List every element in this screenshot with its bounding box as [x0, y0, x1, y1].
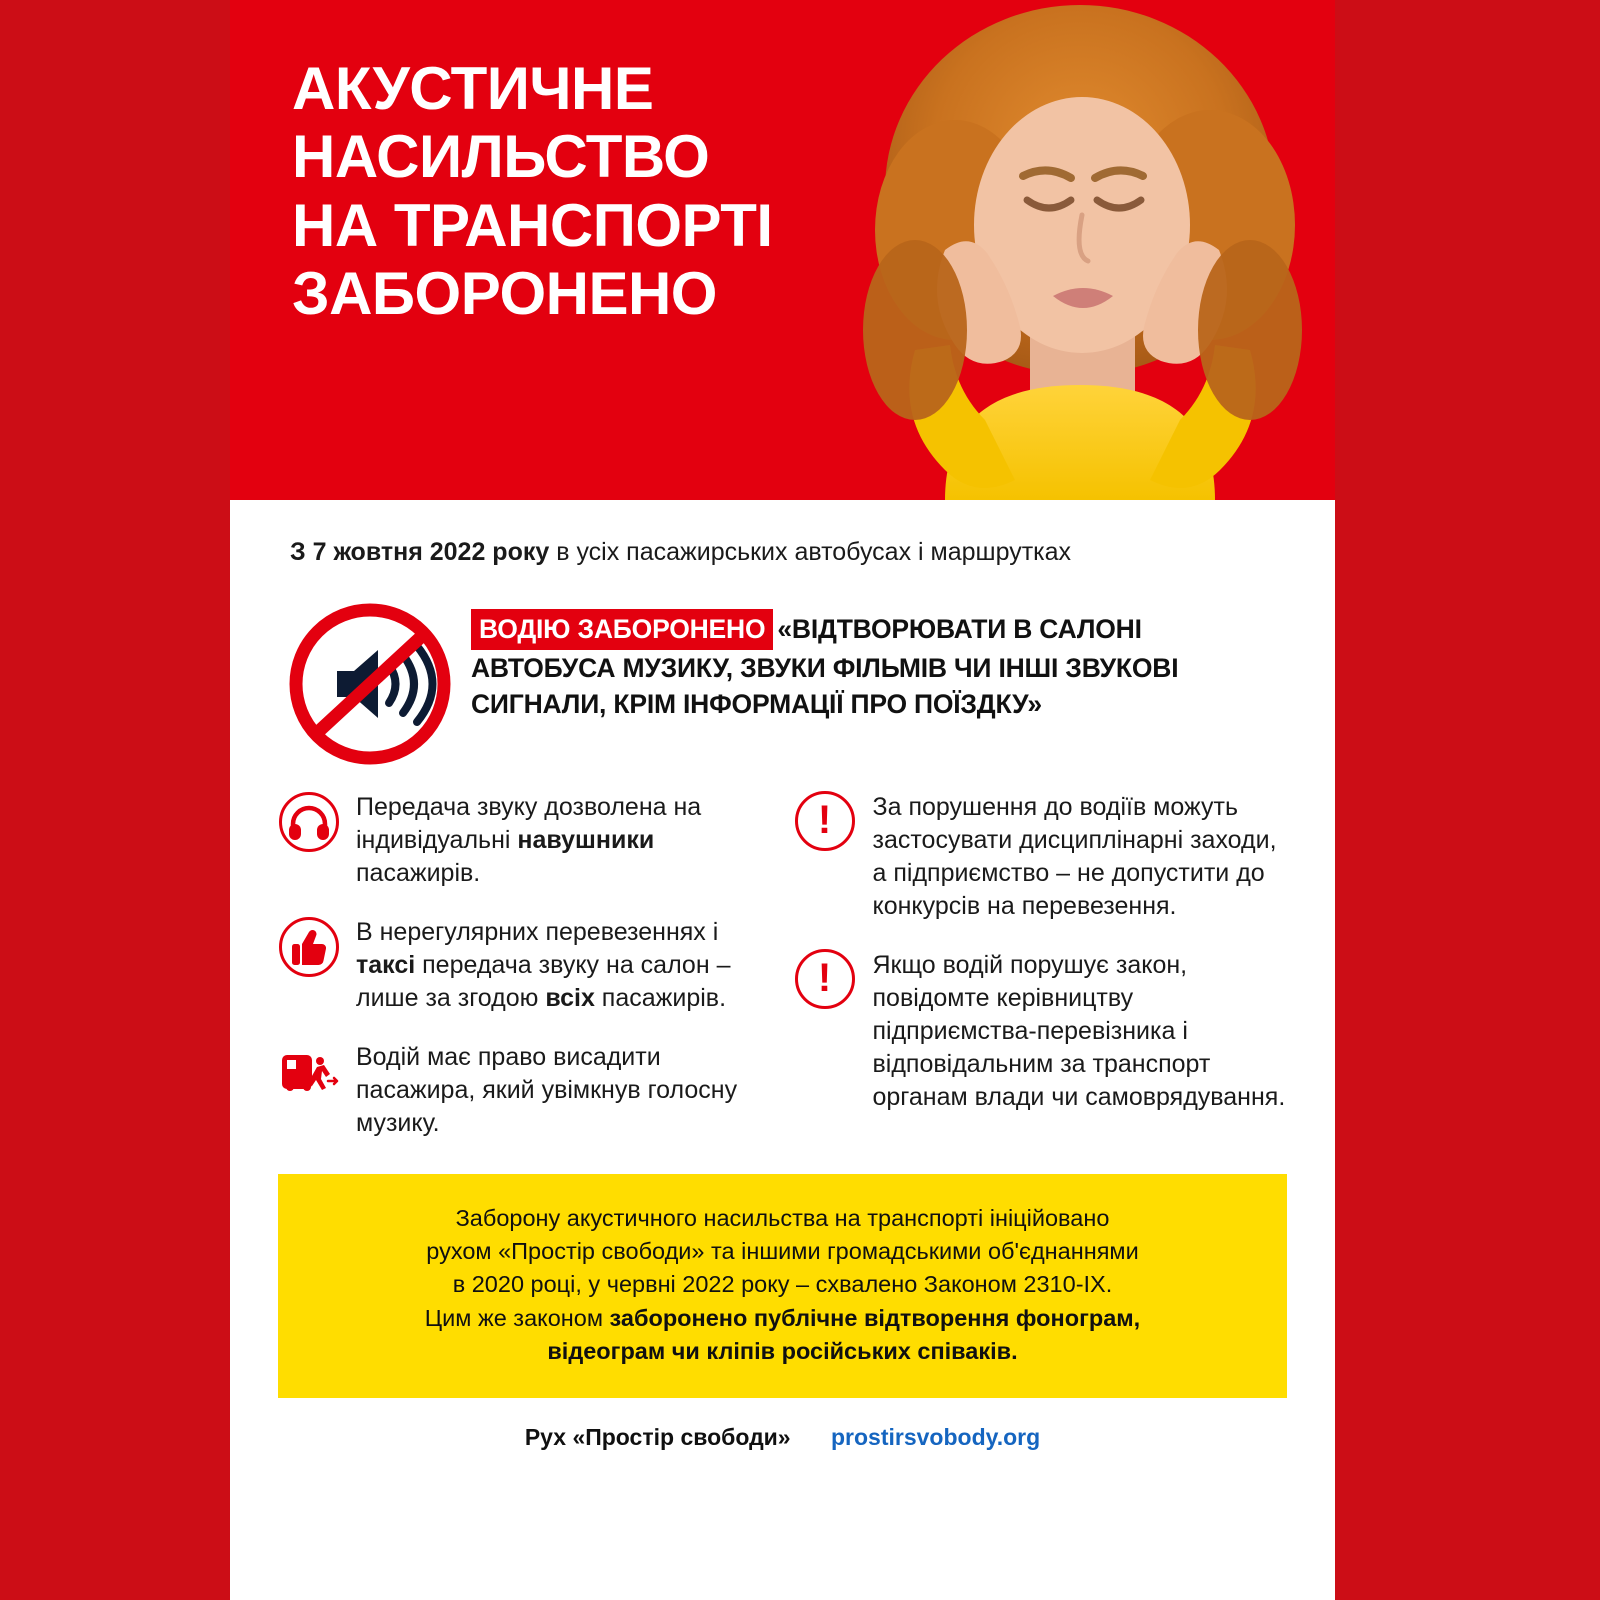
note-line-3: в 2020 році, у червні 2022 року – схвалено Законом 2310-IX. — [452, 1271, 1113, 1298]
text-before: Водій має право висадити пасажира, який увімкнув голосну музику. — [356, 1042, 738, 1137]
woman-covering-ears-photo — [795, 0, 1335, 500]
list-item-text — [356, 791, 771, 890]
text-bold-2: всіх — [545, 983, 595, 1012]
exclamation-circle — [795, 949, 855, 1009]
text-bold: навушники — [517, 825, 655, 854]
headphones-icon — [278, 791, 340, 853]
exclamation-circle — [795, 791, 855, 851]
lead-rest: в усіх пасажирських автобусах і маршрутках — [549, 538, 1072, 566]
title-line-2: НАСИЛЬСТВО — [292, 123, 710, 191]
bus-exit-icon — [278, 1041, 340, 1103]
poster — [230, 0, 1335, 1600]
note-line-4-before: Цим же законом — [424, 1304, 610, 1331]
no-sound-icon — [285, 599, 455, 769]
website-link[interactable]: prostirsvobody.org — [831, 1424, 1041, 1451]
list-item — [278, 1041, 771, 1140]
list-item — [278, 791, 771, 890]
ban-block — [230, 569, 1335, 769]
list-item-text — [356, 916, 771, 1015]
ban-highlight: ВОДІЮ ЗАБОРОНЕНО — [471, 609, 773, 650]
photo-illustration — [795, 0, 1335, 500]
list-item-text — [356, 1041, 771, 1140]
exclamation-icon — [795, 949, 857, 1011]
list-item-text: Якщо водій порушує закон, повідомте керівництву підприємства-перевізника і відповідальним за транспорт органам влади чи самоврядування. — [872, 950, 1286, 1111]
note-line-2: рухом «Простір свободи» та іншими громадськими об'єднаннями — [426, 1237, 1139, 1264]
right-column — [795, 791, 1288, 1166]
organization-name: Рух «Простір свободи» — [524, 1424, 791, 1451]
text-bold: таксі — [356, 950, 416, 979]
poster-header — [230, 0, 1335, 500]
list-item — [795, 791, 1288, 923]
text-after: пасажирів. — [356, 858, 481, 887]
text-after-2: пасажирів. — [594, 983, 727, 1012]
yellow-note — [278, 1174, 1287, 1399]
note-line-5 — [308, 1335, 1257, 1368]
text-after: передача звуку на салон – лише за згодою — [356, 950, 731, 1012]
text-before: Передача звуку дозволена на індивідуальні — [356, 792, 702, 854]
ban-text — [455, 595, 1280, 722]
rules-columns — [230, 769, 1335, 1166]
exclamation-mark: ! — [817, 797, 832, 842]
left-column — [278, 791, 771, 1166]
note-line-4-bold: заборонено публічне відтворення фонограм, — [609, 1304, 1141, 1331]
page-title — [292, 55, 852, 329]
list-item — [278, 916, 771, 1015]
poster-footer — [230, 1424, 1335, 1451]
thumbs-up-icon — [278, 916, 340, 978]
exclamation-mark: ! — [817, 955, 832, 1000]
lead-paragraph — [230, 536, 1335, 569]
ban-quote: «ВІДТВОРЮВАТИ В САЛОНІ АВТОБУСА МУЗИКУ, ЗВУКИ ФІЛЬМІВ ЧИ ІНШІ ЗВУКОВІ СИГНАЛИ, КРІМ ІНФОРМАЦІЇ ПРО ПОЇЗДКУ» — [471, 613, 1179, 719]
lead-date: З 7 жовтня 2022 року — [290, 538, 550, 566]
exclamation-icon — [795, 791, 857, 853]
list-item-text: За порушення до водіїв можуть застосувати дисциплінарні заходи, а підприємство – не допустити до конкурсів на перевезення. — [872, 792, 1277, 920]
title-line-4: ЗАБОРОНЕНО — [292, 260, 717, 328]
note-line-5-bold: відеограм чи кліпів російських співаків. — [547, 1337, 1018, 1364]
title-line-3: НА ТРАНСПОРТІ — [292, 191, 773, 259]
text-before: В нерегулярних перевезеннях і — [356, 917, 719, 946]
title-line-1: АКУСТИЧНЕ — [292, 55, 654, 122]
list-item — [795, 949, 1288, 1114]
note-line-4 — [308, 1302, 1257, 1335]
note-line-1: Заборону акустичного насильства на транспорті ініційовано — [455, 1204, 1110, 1231]
